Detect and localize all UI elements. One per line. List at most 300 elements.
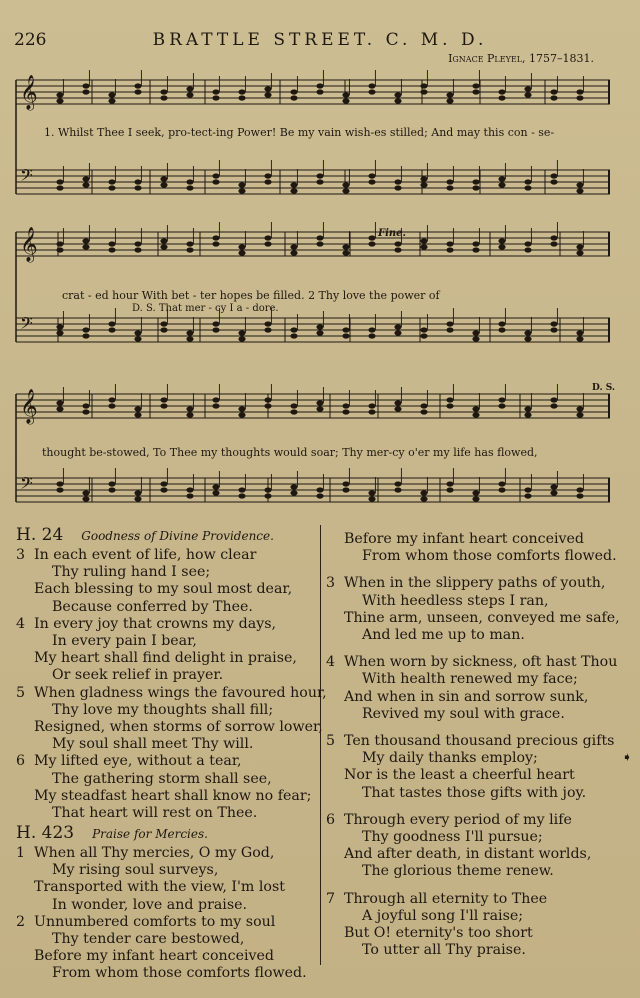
note-head bbox=[264, 321, 271, 326]
note-head bbox=[498, 481, 505, 486]
note-head bbox=[108, 403, 115, 408]
note-head bbox=[420, 182, 427, 187]
stanza-number: 3 bbox=[16, 547, 26, 563]
stanza-line bbox=[326, 627, 620, 644]
hymn-title: Praise for Mercies. bbox=[92, 827, 208, 841]
stanza bbox=[326, 575, 620, 644]
note-head bbox=[186, 412, 193, 417]
stanza-line bbox=[326, 942, 620, 959]
note-head bbox=[290, 409, 297, 414]
stanza-line bbox=[16, 862, 307, 879]
note-head bbox=[524, 336, 531, 341]
line-text: My daily thanks employ; bbox=[362, 750, 538, 767]
line-text: And when in sin and sorrow sunk, bbox=[344, 688, 589, 705]
stanza-line bbox=[16, 805, 327, 822]
note-head bbox=[160, 89, 167, 94]
note-head bbox=[420, 409, 427, 414]
note-head bbox=[498, 487, 505, 492]
note-head bbox=[394, 179, 401, 184]
note-head bbox=[264, 235, 271, 240]
system3-lyrics: thought be-stowed, To Thee my thoughts would soar; Thy mer-cy o'er my life has flowed, bbox=[42, 446, 538, 459]
note-head bbox=[550, 403, 557, 408]
line-text: In every pain I bear, bbox=[52, 633, 197, 650]
note-head bbox=[524, 406, 531, 411]
note-head bbox=[264, 173, 271, 178]
stanza-line bbox=[16, 564, 327, 581]
note-head bbox=[420, 89, 427, 94]
note-head bbox=[472, 406, 479, 411]
note-head bbox=[550, 235, 557, 240]
line-text: A joyful song I'll raise; bbox=[362, 907, 524, 924]
line-text: Before my infant heart conceived bbox=[34, 948, 274, 965]
note-head bbox=[212, 327, 219, 332]
line-text: When all Thy mercies, O my God, bbox=[34, 845, 275, 861]
note-head bbox=[446, 487, 453, 492]
note-head bbox=[134, 330, 141, 335]
note-head bbox=[524, 86, 531, 91]
line-text: But O! eternity's too short bbox=[344, 925, 533, 942]
hymn-number: H. 24 bbox=[16, 525, 64, 545]
note-head bbox=[186, 336, 193, 341]
line-text: That heart will rest on Thee. bbox=[52, 805, 258, 822]
note-head bbox=[108, 92, 115, 97]
note-head bbox=[368, 333, 375, 338]
note-head bbox=[134, 83, 141, 88]
stanza-line bbox=[326, 925, 620, 942]
stanza-line bbox=[326, 733, 620, 750]
note-head bbox=[576, 487, 583, 492]
note-head bbox=[108, 185, 115, 190]
system2-lyrics-ds: D. S. That mer - cy I a - dore. bbox=[132, 303, 279, 314]
stanza-line bbox=[16, 702, 327, 719]
note-head bbox=[212, 484, 219, 489]
note-head bbox=[394, 92, 401, 97]
note-head bbox=[82, 182, 89, 187]
line-text: Ten thousand thousand precious gifts bbox=[344, 733, 615, 750]
note-head bbox=[134, 412, 141, 417]
note-head bbox=[316, 493, 323, 498]
note-head bbox=[290, 182, 297, 187]
note-head bbox=[134, 241, 141, 246]
note-head bbox=[238, 188, 245, 193]
note-head bbox=[264, 92, 271, 97]
note-head bbox=[524, 412, 531, 417]
note-head bbox=[550, 327, 557, 332]
note-head bbox=[290, 327, 297, 332]
note-head bbox=[264, 493, 271, 498]
bass-clef-icon: 𝄢 bbox=[20, 313, 33, 337]
stanza-line bbox=[326, 750, 620, 767]
stanza-line bbox=[16, 547, 327, 564]
note-head bbox=[82, 238, 89, 243]
note-head bbox=[160, 403, 167, 408]
note-head bbox=[576, 95, 583, 100]
system2-lyrics-verse: crat - ed hour With bet - ter hopes be filled. 2 Thy love the power of bbox=[62, 289, 440, 302]
note-head bbox=[238, 493, 245, 498]
treble-clef-icon: 𝄞 bbox=[20, 75, 38, 110]
note-head bbox=[316, 406, 323, 411]
system1-lyrics: 1. Whilst Thee I seek, pro-tect-ing Power! Be my vain wish-es stilled; And may this con - se- bbox=[44, 126, 555, 139]
stanza-line bbox=[326, 767, 620, 784]
note-head bbox=[160, 321, 167, 326]
bass-clef-icon: 𝄢 bbox=[20, 165, 33, 189]
line-text: With heedless steps I ran, bbox=[362, 592, 549, 609]
note-head bbox=[576, 182, 583, 187]
note-head bbox=[186, 330, 193, 335]
note-head bbox=[446, 179, 453, 184]
line-text: The gathering storm shall see, bbox=[52, 770, 272, 787]
note-head bbox=[160, 487, 167, 492]
stanza-line bbox=[326, 863, 620, 880]
note-head bbox=[134, 490, 141, 495]
note-head bbox=[498, 95, 505, 100]
note-head bbox=[186, 487, 193, 492]
note-head bbox=[134, 185, 141, 190]
page-number: 226 bbox=[14, 30, 47, 50]
note-head bbox=[342, 481, 349, 486]
line-text: My heart shall find delight in praise, bbox=[34, 650, 297, 667]
stanza-line bbox=[16, 931, 307, 948]
note-head bbox=[420, 327, 427, 332]
line-text: From whom those comforts flowed. bbox=[52, 965, 307, 982]
treble-clef-icon: 𝄞 bbox=[20, 389, 38, 424]
note-head bbox=[82, 327, 89, 332]
note-head bbox=[394, 185, 401, 190]
note-head bbox=[342, 333, 349, 338]
note-head bbox=[316, 324, 323, 329]
stanza-line bbox=[16, 719, 327, 736]
stanza-line bbox=[16, 616, 327, 633]
note-head bbox=[212, 89, 219, 94]
note-head bbox=[524, 247, 531, 252]
note-head bbox=[160, 176, 167, 181]
stanza bbox=[16, 547, 327, 616]
note-head bbox=[82, 490, 89, 495]
note-head bbox=[498, 89, 505, 94]
note-head bbox=[446, 241, 453, 246]
note-head bbox=[342, 409, 349, 414]
line-text: Through every period of my life bbox=[344, 811, 572, 828]
stanza bbox=[326, 812, 620, 881]
note-head bbox=[108, 241, 115, 246]
note-head bbox=[342, 182, 349, 187]
note-head bbox=[550, 490, 557, 495]
note-head bbox=[264, 327, 271, 332]
note-head bbox=[264, 86, 271, 91]
note-head bbox=[498, 238, 505, 243]
note-head bbox=[56, 92, 63, 97]
note-head bbox=[368, 327, 375, 332]
note-head bbox=[316, 179, 323, 184]
note-head bbox=[472, 241, 479, 246]
line-text: Transported with the view, I'm lost bbox=[34, 879, 285, 896]
note-head bbox=[264, 403, 271, 408]
note-head bbox=[420, 176, 427, 181]
note-head bbox=[550, 179, 557, 184]
note-head bbox=[264, 487, 271, 492]
stanza-line bbox=[16, 897, 307, 914]
note-head bbox=[368, 409, 375, 414]
note-head bbox=[576, 406, 583, 411]
note-head bbox=[498, 403, 505, 408]
note-head bbox=[238, 406, 245, 411]
line-text: And led me up to man. bbox=[362, 627, 525, 644]
stanza-line bbox=[326, 689, 620, 706]
note-head bbox=[56, 406, 63, 411]
note-head bbox=[238, 336, 245, 341]
note-head bbox=[550, 484, 557, 489]
note-head bbox=[290, 403, 297, 408]
note-head bbox=[56, 179, 63, 184]
note-head bbox=[524, 487, 531, 492]
stanza-line bbox=[16, 599, 327, 616]
note-head bbox=[212, 403, 219, 408]
note-head bbox=[212, 321, 219, 326]
note-head bbox=[264, 179, 271, 184]
note-head bbox=[498, 327, 505, 332]
note-head bbox=[368, 496, 375, 501]
hymn-h423-stanzas-right bbox=[326, 531, 620, 959]
note-head bbox=[134, 336, 141, 341]
line-text: Nor is the least a cheerful heart bbox=[344, 767, 575, 784]
line-text: Thy goodness I'll pursue; bbox=[362, 829, 543, 846]
tune-title: BRATTLE STREET. C. M. D. bbox=[152, 30, 488, 50]
note-head bbox=[524, 185, 531, 190]
note-head bbox=[342, 250, 349, 255]
stanza-line bbox=[16, 879, 307, 896]
line-text: Each blessing to my soul most dear, bbox=[34, 581, 293, 598]
note-head bbox=[160, 397, 167, 402]
note-head bbox=[394, 98, 401, 103]
line-text: My lifted eye, without a tear, bbox=[34, 753, 242, 770]
note-head bbox=[290, 244, 297, 249]
line-text: Thy tender care bestowed, bbox=[52, 931, 245, 948]
note-head bbox=[446, 92, 453, 97]
note-head bbox=[186, 247, 193, 252]
note-head bbox=[446, 397, 453, 402]
stanza-number: 7 bbox=[326, 890, 336, 907]
line-text: Revived my soul with grace. bbox=[362, 705, 565, 722]
line-text: In every joy that crowns my days, bbox=[34, 615, 277, 632]
stanza bbox=[16, 845, 307, 914]
note-head bbox=[472, 412, 479, 417]
stanza bbox=[326, 654, 620, 723]
bass-clef-icon: 𝄢 bbox=[20, 473, 33, 497]
stanza bbox=[16, 914, 307, 983]
note-head bbox=[108, 247, 115, 252]
note-head bbox=[420, 333, 427, 338]
note-head bbox=[56, 98, 63, 103]
note-head bbox=[290, 188, 297, 193]
note-head bbox=[316, 235, 323, 240]
stanza bbox=[16, 685, 327, 754]
note-head bbox=[290, 250, 297, 255]
note-head bbox=[212, 490, 219, 495]
note-head bbox=[576, 336, 583, 341]
stanza-line bbox=[326, 706, 620, 723]
note-head bbox=[420, 238, 427, 243]
line-text: Because conferred by Thee. bbox=[52, 598, 253, 615]
hymn-h423-stanzas-left bbox=[16, 845, 307, 983]
note-head bbox=[472, 336, 479, 341]
stanza-continuation bbox=[326, 531, 620, 565]
stanza bbox=[326, 733, 620, 802]
note-head bbox=[160, 327, 167, 332]
note-head bbox=[342, 403, 349, 408]
note-head bbox=[576, 412, 583, 417]
note-head bbox=[56, 241, 63, 246]
stanza-number: 3 bbox=[326, 575, 336, 592]
stanza-line bbox=[326, 610, 620, 627]
note-head bbox=[446, 321, 453, 326]
note-head bbox=[160, 95, 167, 100]
note-head bbox=[420, 490, 427, 495]
note-head bbox=[316, 241, 323, 246]
note-head bbox=[446, 185, 453, 190]
note-head bbox=[498, 397, 505, 402]
line-text: In wonder, love and praise. bbox=[52, 896, 248, 913]
note-head bbox=[108, 327, 115, 332]
note-head bbox=[82, 409, 89, 414]
note-head bbox=[550, 241, 557, 246]
note-head bbox=[446, 481, 453, 486]
note-head bbox=[420, 403, 427, 408]
note-head bbox=[108, 98, 115, 103]
note-head bbox=[498, 321, 505, 326]
note-head bbox=[56, 247, 63, 252]
stanza-line bbox=[16, 914, 307, 931]
note-head bbox=[290, 89, 297, 94]
note-head bbox=[576, 330, 583, 335]
note-head bbox=[550, 397, 557, 402]
note-head bbox=[186, 179, 193, 184]
note-head bbox=[368, 490, 375, 495]
note-head bbox=[576, 188, 583, 193]
line-text: With health renewed my face; bbox=[362, 671, 578, 688]
line-text: When in the slippery paths of youth, bbox=[344, 575, 606, 592]
stanza bbox=[326, 891, 620, 960]
line-text: Unnumbered comforts to my soul bbox=[34, 913, 276, 930]
note-head bbox=[108, 321, 115, 326]
stanza-line bbox=[326, 575, 620, 592]
note-head bbox=[368, 173, 375, 178]
line-text: When worn by sickness, oft hast Thou bbox=[344, 654, 618, 671]
note-head bbox=[134, 89, 141, 94]
note-head bbox=[264, 241, 271, 246]
note-head bbox=[316, 83, 323, 88]
note-head bbox=[108, 481, 115, 486]
stanza-number: 4 bbox=[326, 654, 336, 671]
note-head bbox=[472, 185, 479, 190]
note-head bbox=[524, 179, 531, 184]
note-head bbox=[212, 95, 219, 100]
note-head bbox=[420, 496, 427, 501]
composer-credit: Ignace Pleyel, 1757–1831. bbox=[448, 52, 594, 65]
ds-mark: D. S. bbox=[592, 383, 616, 393]
note-head bbox=[394, 400, 401, 405]
note-head bbox=[238, 95, 245, 100]
note-head bbox=[108, 397, 115, 402]
note-head bbox=[550, 95, 557, 100]
line-text: My soul shall meet Thy will. bbox=[52, 736, 254, 753]
line-text: My rising soul surveys, bbox=[52, 862, 219, 879]
note-head bbox=[186, 406, 193, 411]
note-head bbox=[498, 176, 505, 181]
stanza-line: Before my infant heart conceived bbox=[344, 531, 584, 547]
line-text: Or seek relief in prayer. bbox=[52, 667, 224, 684]
stanza-number: 4 bbox=[16, 615, 26, 632]
stanza-number: 5 bbox=[16, 684, 26, 701]
note-head bbox=[212, 397, 219, 402]
line-text: When gladness wings the favoured hour, bbox=[34, 684, 327, 701]
stanza-line bbox=[16, 736, 327, 753]
note-head bbox=[316, 89, 323, 94]
note-head bbox=[420, 244, 427, 249]
note-head bbox=[368, 179, 375, 184]
stanza-line bbox=[16, 965, 307, 982]
note-head bbox=[394, 406, 401, 411]
line-text: Through all eternity to Thee bbox=[344, 890, 548, 907]
note-head bbox=[472, 83, 479, 88]
note-head bbox=[290, 95, 297, 100]
note-head bbox=[238, 182, 245, 187]
note-head bbox=[342, 327, 349, 332]
note-head bbox=[368, 241, 375, 246]
note-head bbox=[290, 490, 297, 495]
note-head bbox=[368, 235, 375, 240]
note-head bbox=[160, 238, 167, 243]
note-head bbox=[82, 244, 89, 249]
line-text: Thine arm, unseen, conveyed me safe, bbox=[344, 609, 620, 626]
note-head bbox=[186, 493, 193, 498]
note-head bbox=[186, 241, 193, 246]
note-head bbox=[394, 481, 401, 486]
note-head bbox=[212, 173, 219, 178]
note-head bbox=[368, 403, 375, 408]
note-head bbox=[342, 98, 349, 103]
note-head bbox=[186, 86, 193, 91]
note-head bbox=[56, 185, 63, 190]
note-head bbox=[82, 496, 89, 501]
note-head bbox=[576, 244, 583, 249]
note-head bbox=[212, 235, 219, 240]
stanza-number: 6 bbox=[16, 753, 26, 770]
note-head bbox=[316, 173, 323, 178]
note-head bbox=[134, 406, 141, 411]
stanza-number: 1 bbox=[16, 845, 26, 861]
stanza-line bbox=[326, 908, 620, 925]
note-head bbox=[446, 98, 453, 103]
note-head bbox=[238, 330, 245, 335]
line-text: To utter all Thy praise. bbox=[362, 942, 526, 959]
note-head bbox=[264, 397, 271, 402]
note-head bbox=[238, 412, 245, 417]
note-head bbox=[56, 400, 63, 405]
stanza bbox=[16, 753, 327, 822]
fine-mark: Fine. bbox=[378, 228, 407, 239]
note-head bbox=[56, 330, 63, 335]
note-head bbox=[108, 179, 115, 184]
note-head bbox=[316, 487, 323, 492]
hymn-title: Goodness of Divine Providence. bbox=[81, 529, 274, 543]
note-head bbox=[342, 244, 349, 249]
note-head bbox=[446, 327, 453, 332]
stanza-line bbox=[326, 812, 620, 829]
note-head bbox=[316, 400, 323, 405]
note-head bbox=[212, 241, 219, 246]
note-head bbox=[342, 487, 349, 492]
stanza-line bbox=[326, 846, 620, 863]
